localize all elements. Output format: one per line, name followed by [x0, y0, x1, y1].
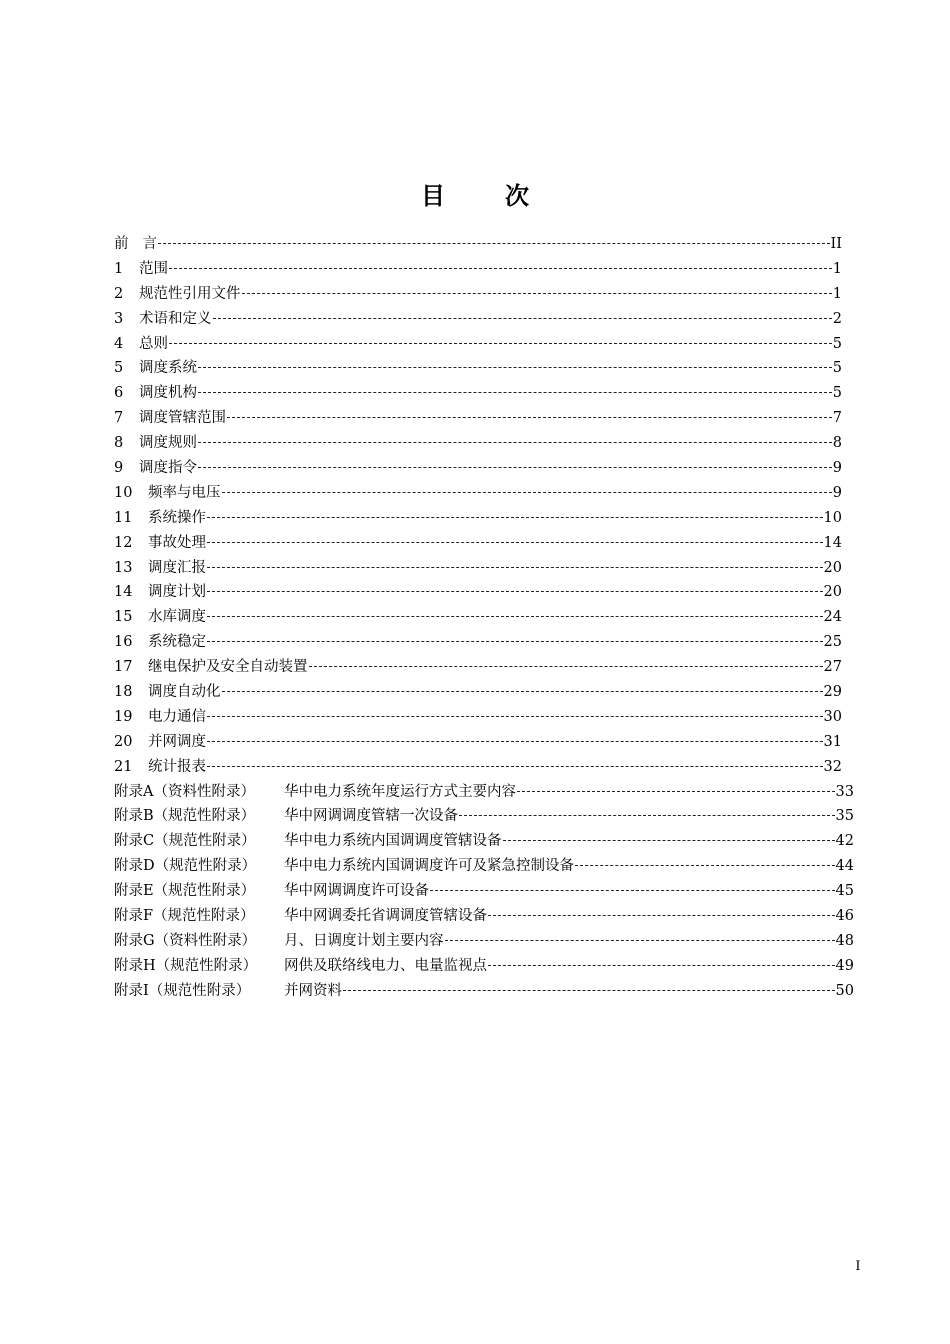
toc-appendix-tag: 附录F（规范性附录）	[114, 908, 255, 925]
toc-entry-label: 华中电力系统年度运行方式主要内容	[284, 783, 516, 800]
toc-entry-number: 19	[114, 708, 133, 725]
toc-entry-label: 规范性引用文件	[139, 285, 241, 302]
toc-entry-label: 电力通信	[148, 708, 206, 725]
page-title: 目次	[421, 182, 589, 211]
toc-entry-label: 华中网调委托省调调度管辖设备	[284, 908, 487, 925]
toc-entry-label: 月、日调度计划主要内容	[284, 932, 444, 949]
toc-entry-label: 范围	[139, 260, 168, 277]
toc-entry-page: 1	[832, 260, 842, 277]
toc-appendix-tag: 附录G（资料性附录）	[114, 932, 257, 949]
toc-entry-page: 45	[835, 883, 854, 900]
toc-entry-label: 调度管辖范围	[139, 410, 226, 427]
toc-entry-page: 33	[835, 783, 854, 800]
toc-entry-number: 11	[114, 509, 133, 526]
toc-entry-section[interactable]	[114, 630, 854, 655]
toc-entry-label: 华中电力系统内国调调度许可及紧急控制设备	[284, 858, 574, 875]
toc-entry-page: 42	[835, 833, 854, 850]
toc-entry-number: 2	[114, 285, 124, 302]
toc-entry-label: 总则	[139, 335, 168, 352]
toc-appendix-tag: 附录B（规范性附录）	[114, 808, 256, 825]
toc-entry-label: 水库调度	[148, 609, 206, 626]
toc-entry-number: 6	[114, 385, 124, 402]
toc-leader	[309, 666, 823, 667]
toc-entry-label: 系统稳定	[148, 634, 206, 651]
toc-entry-page: 24	[823, 609, 842, 626]
toc-entry-page: 30	[823, 708, 842, 725]
toc-entry-section[interactable]	[114, 506, 854, 531]
toc-leader	[227, 417, 832, 418]
toc-entry-section[interactable]	[114, 332, 854, 357]
toc-entry-appendix[interactable]	[114, 929, 854, 954]
toc-entry-number: 20	[114, 733, 133, 750]
toc-entry-label: 系统操作	[148, 509, 206, 526]
toc-entry-label: 前言	[114, 236, 157, 252]
toc-leader	[575, 865, 835, 866]
toc-entry-section[interactable]	[114, 755, 854, 780]
toc-entry-page: 5	[832, 335, 842, 352]
toc-entry-page: 31	[823, 733, 842, 750]
toc-entry-label: 调度自动化	[148, 684, 221, 701]
toc-leader	[517, 791, 835, 792]
toc-entry-page: 48	[835, 932, 854, 949]
toc-entry-number: 1	[114, 260, 124, 277]
toc-entry-section[interactable]	[114, 406, 854, 431]
toc-entry-section[interactable]	[114, 356, 854, 381]
toc-leader	[207, 567, 823, 568]
toc-entry-number: 17	[114, 659, 133, 676]
toc-entry-page: 14	[823, 534, 842, 551]
toc-entry-page: 9	[832, 460, 842, 477]
toc-entry-page: 27	[823, 659, 842, 676]
toc-leader	[242, 293, 832, 294]
toc-entry-label: 华中电力系统内国调调度管辖设备	[284, 833, 502, 850]
toc-entry-page: 32	[823, 758, 842, 775]
toc-entry-label: 事故处理	[148, 534, 206, 551]
toc-entry-section[interactable]	[114, 282, 854, 307]
toc-entry-label: 并网资料	[284, 982, 342, 999]
toc-entry-page: 10	[823, 509, 842, 526]
toc-entry-section[interactable]	[114, 481, 854, 506]
toc-entry-number: 4	[114, 335, 124, 352]
toc-entry-label: 调度计划	[148, 584, 206, 601]
toc-leader	[198, 467, 832, 468]
toc-entry-section[interactable]	[114, 456, 854, 481]
toc-entry-label: 调度规则	[139, 435, 197, 452]
toc-entry-section[interactable]	[114, 307, 854, 332]
toc-entry-appendix[interactable]	[114, 854, 854, 879]
toc-appendix-tag: 附录I（规范性附录）	[114, 982, 251, 999]
toc-leader	[207, 591, 823, 592]
toc-leader	[503, 840, 835, 841]
toc-entry-appendix[interactable]	[114, 979, 854, 1004]
toc-leader	[222, 691, 823, 692]
toc-appendix-tag: 附录D（规范性附录）	[114, 858, 257, 875]
toc-entry-label: 华中网调调度管辖一次设备	[284, 808, 458, 825]
toc-entry-label: 术语和定义	[139, 310, 212, 327]
toc-entry-label: 调度系统	[139, 360, 197, 377]
toc-entry-page: 5	[832, 360, 842, 377]
toc-entry-label: 华中网调调度许可设备	[284, 883, 429, 900]
toc-entry-section[interactable]	[114, 431, 854, 456]
toc-leader	[169, 268, 832, 269]
toc-entry-number: 3	[114, 310, 124, 327]
toc-entry-label: 并网调度	[148, 733, 206, 750]
toc-entry-section[interactable]	[114, 655, 854, 680]
table-of-contents	[114, 232, 854, 1004]
page-number: I	[855, 1259, 861, 1274]
toc-entry-page: 9	[832, 484, 842, 501]
toc-entry-label: 统计报表	[148, 758, 206, 775]
toc-entry-appendix[interactable]	[114, 954, 854, 979]
toc-entry-page: 7	[832, 410, 842, 427]
toc-entry-appendix[interactable]	[114, 879, 854, 904]
toc-entry-section[interactable]	[114, 730, 854, 755]
toc-entry-label: 调度指令	[139, 460, 197, 477]
toc-leader	[459, 815, 835, 816]
toc-leader	[158, 243, 830, 244]
toc-leader	[430, 890, 835, 891]
toc-entry-section[interactable]	[114, 556, 854, 581]
toc-leader	[488, 915, 835, 916]
toc-appendix-tag: 附录E（规范性附录）	[114, 883, 256, 900]
toc-leader	[207, 741, 823, 742]
toc-entry-number: 16	[114, 634, 133, 651]
toc-appendix-tag: 附录C（规范性附录）	[114, 833, 256, 850]
toc-entry-page: 44	[835, 858, 854, 875]
toc-leader	[198, 392, 832, 393]
toc-leader	[213, 318, 832, 319]
toc-leader	[445, 940, 835, 941]
toc-entry-label: 继电保护及安全自动装置	[148, 659, 308, 676]
toc-leader	[198, 367, 832, 368]
toc-leader	[207, 517, 823, 518]
toc-entry-section[interactable]	[114, 605, 854, 630]
toc-entry-page: 5	[832, 385, 842, 402]
toc-entry-appendix[interactable]	[114, 804, 854, 829]
toc-entry-appendix[interactable]	[114, 780, 854, 805]
toc-entry-number: 8	[114, 435, 124, 452]
toc-entry-page: 46	[835, 908, 854, 925]
toc-entry-section[interactable]	[114, 257, 854, 282]
toc-entry-number: 7	[114, 410, 124, 427]
toc-leader	[198, 442, 832, 443]
toc-entry-section[interactable]	[114, 705, 854, 730]
toc-leader	[488, 965, 835, 966]
toc-leader	[222, 492, 832, 493]
toc-entry-number: 10	[114, 484, 133, 501]
toc-entry-page: 25	[823, 634, 842, 651]
toc-entry-number: 15	[114, 609, 133, 626]
toc-entry-page: 29	[823, 684, 842, 701]
toc-entry-page: II	[830, 236, 842, 252]
toc-entry-number: 5	[114, 360, 124, 377]
toc-entry-page: 49	[835, 957, 854, 974]
toc-appendix-tag: 附录H（规范性附录）	[114, 957, 258, 974]
toc-entry-section[interactable]	[114, 531, 854, 556]
toc-entry-section[interactable]	[114, 381, 854, 406]
toc-entry-number: 13	[114, 559, 133, 576]
toc-entry-section[interactable]	[114, 580, 854, 605]
toc-entry-number: 21	[114, 758, 133, 775]
toc-leader	[169, 343, 832, 344]
toc-leader	[343, 990, 835, 991]
toc-entry-number: 9	[114, 460, 124, 477]
toc-entry-label: 调度汇报	[148, 559, 206, 576]
toc-entry-label: 网供及联络线电力、电量监视点	[284, 957, 487, 974]
toc-leader	[207, 641, 823, 642]
toc-leader	[207, 542, 823, 543]
toc-entry-number: 12	[114, 534, 133, 551]
toc-leader	[207, 766, 823, 767]
toc-entry-page: 1	[832, 285, 842, 302]
toc-entry-section[interactable]	[114, 680, 854, 705]
toc-entry-appendix[interactable]	[114, 829, 854, 854]
toc-entry-label: 频率与电压	[148, 484, 221, 501]
toc-leader	[207, 716, 823, 717]
toc-entry-label: 调度机构	[139, 385, 197, 402]
toc-entry-page: 50	[835, 982, 854, 999]
toc-appendix-tag: 附录A（资料性附录）	[114, 783, 255, 800]
toc-entry-foreword[interactable]	[114, 232, 854, 257]
toc-entry-appendix[interactable]	[114, 904, 854, 929]
toc-leader	[207, 616, 823, 617]
toc-entry-page: 35	[835, 808, 854, 825]
toc-entry-page: 20	[823, 584, 842, 601]
toc-entry-page: 8	[832, 435, 842, 452]
toc-entry-number: 18	[114, 684, 133, 701]
toc-entry-number: 14	[114, 584, 133, 601]
toc-entry-page: 2	[832, 310, 842, 327]
toc-entry-page: 20	[823, 559, 842, 576]
